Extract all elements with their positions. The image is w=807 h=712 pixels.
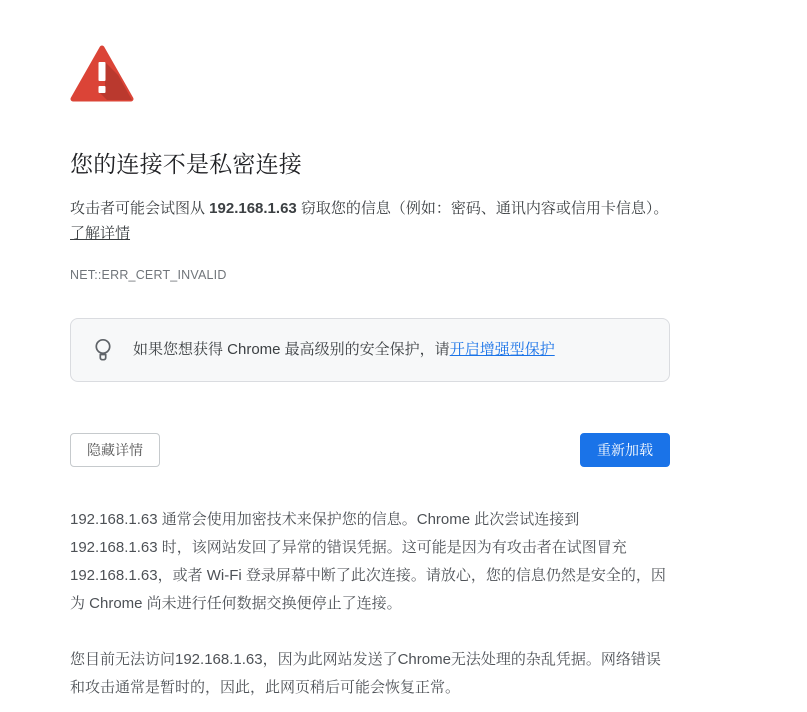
enhanced-protection-text	[133, 339, 555, 361]
protection-message: 如果您想获得 Chrome 最高级别的安全保护，请	[133, 341, 450, 358]
warning-triangle-icon	[70, 42, 134, 106]
host-name: 192.168.1.63	[209, 200, 297, 217]
page-title: 您的连接不是私密连接	[70, 151, 302, 177]
error-description	[70, 196, 670, 246]
lightbulb-icon	[91, 337, 115, 363]
reload-button[interactable]: 重新加载	[580, 433, 670, 467]
hide-details-button[interactable]: 隐藏详情	[70, 433, 160, 467]
learn-more-link[interactable]: 了解详情	[70, 225, 131, 242]
details-paragraph-2: 您目前无法访问192.168.1.63，因为此网站发送了Chrome无法处理的杂乱凭据。网络错误和攻击通常是暂时的，因此，此网页稍后可能会恢复正常。	[70, 651, 661, 696]
details-section	[70, 506, 670, 702]
enhanced-protection-banner	[70, 318, 670, 382]
error-code: NET::ERR_CERT_INVALID	[70, 268, 227, 282]
error-content	[70, 42, 670, 702]
action-buttons	[70, 433, 670, 467]
details-paragraph-1: 192.168.1.63 通常会使用加密技术来保护您的信息。Chrome 此次尝试连接到 192.168.1.63 时，该网站发回了异常的错误凭据。这可能是因为有攻击者在试图冒充 192.168.1.63，或者 Wi-Fi 登录屏幕中断了此次连接。请放心，您的信息仍然是安全的，因为 Chrome 尚未进行任何数据交换便停止了连接。	[70, 511, 666, 612]
description-suffix: 窃取您的信息（例如：密码、通讯内容或信用卡信息）。	[296, 200, 669, 217]
description-prefix: 攻击者可能会试图从	[70, 200, 210, 217]
enable-enhanced-protection-link[interactable]: 开启增强型保护	[449, 341, 555, 358]
